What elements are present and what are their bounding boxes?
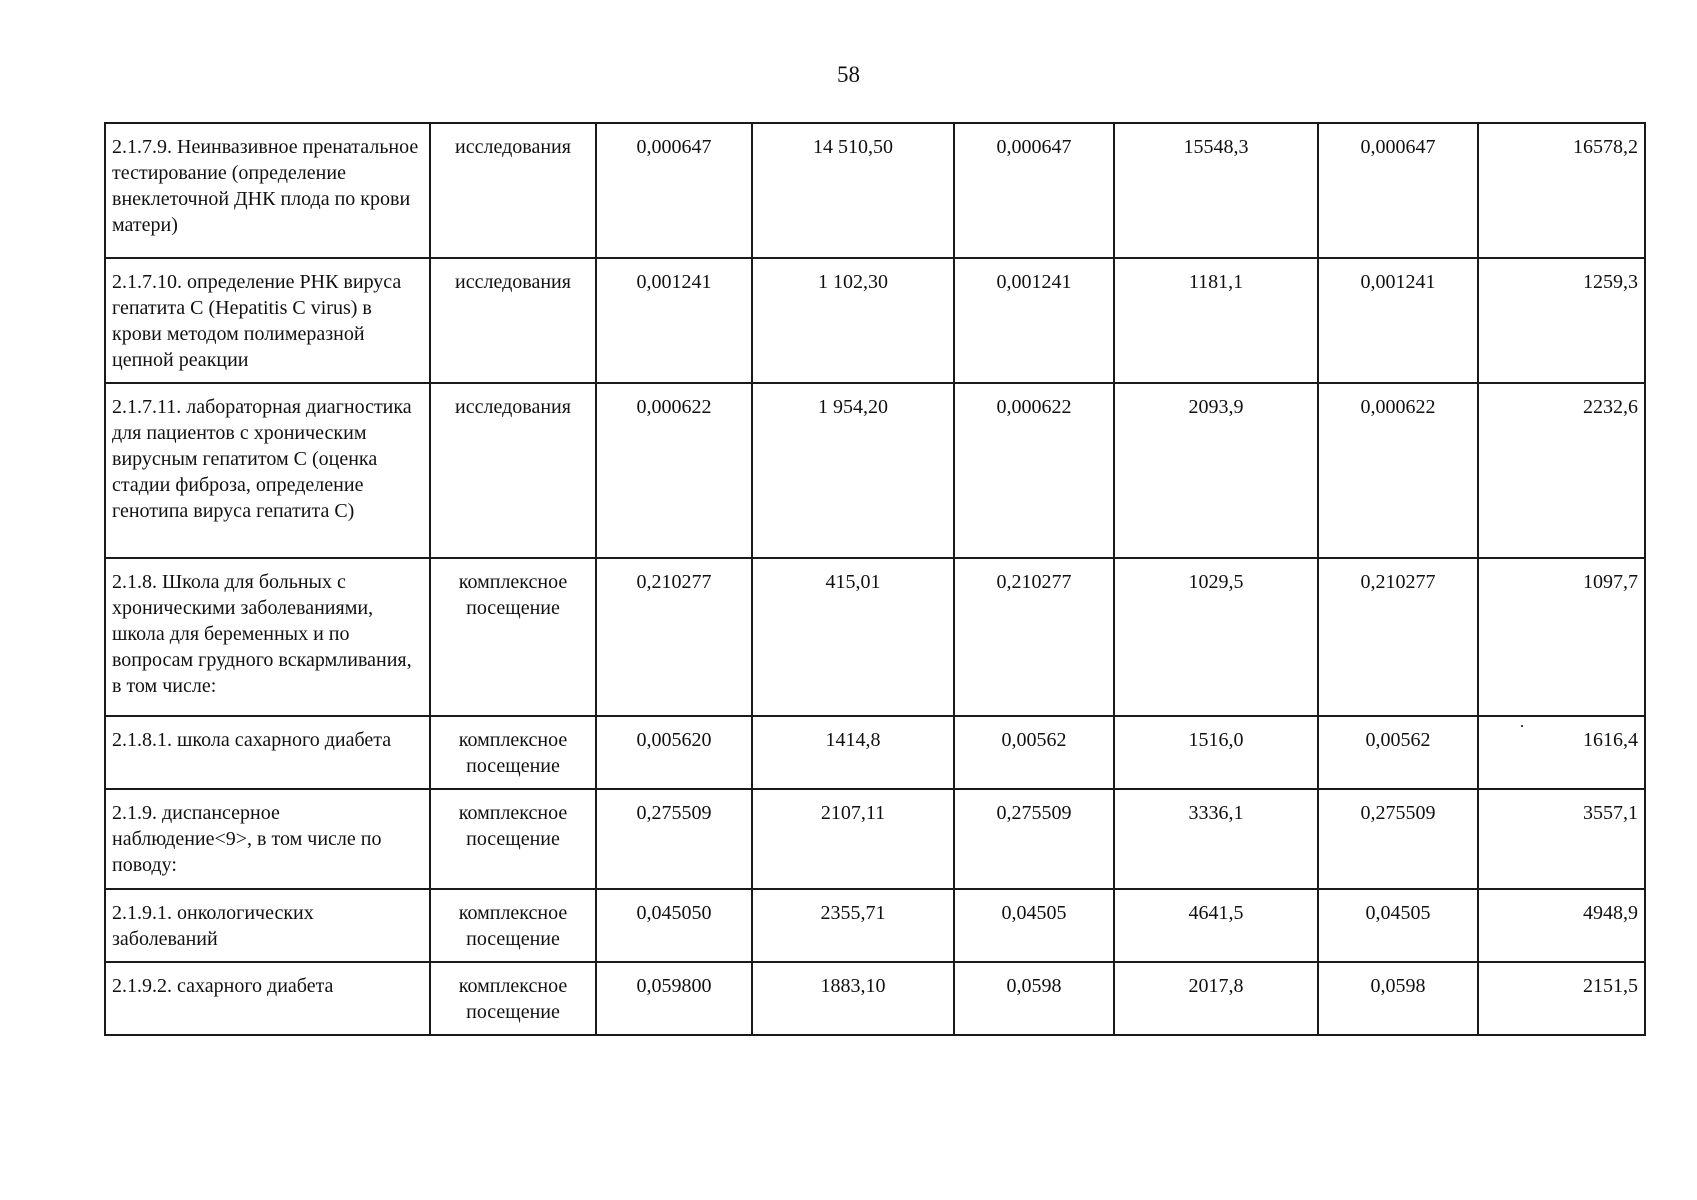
row-unit: исследования xyxy=(430,123,596,258)
row-value-3: 0,04505 xyxy=(954,889,1114,962)
table-row xyxy=(105,123,1645,258)
row-value-6: 4948,9 xyxy=(1478,889,1645,962)
row-value-4: 4641,5 xyxy=(1114,889,1318,962)
row-name: 2.1.7.9. Неинвазивное пренатальное тестирование (определение внеклеточной ДНК плода по крови матери) xyxy=(105,123,430,258)
tariff-table xyxy=(104,122,1646,1036)
row-value-6: 1097,7 xyxy=(1478,558,1645,716)
row-value-4: 1029,5 xyxy=(1114,558,1318,716)
table-row xyxy=(105,716,1645,789)
row-value-1: 0,000622 xyxy=(596,383,752,558)
row-value-1: 0,275509 xyxy=(596,789,752,889)
row-value-5: 0,000647 xyxy=(1318,123,1478,258)
row-value-4: 1516,0 xyxy=(1114,716,1318,789)
row-value-2: 1 954,20 xyxy=(752,383,954,558)
row-value-1: 0,059800 xyxy=(596,962,752,1035)
table-row xyxy=(105,558,1645,716)
row-name: 2.1.7.10. определение РНК вируса гепатита C (Hepatitis C virus) в крови методом полимеразной цепной реакции xyxy=(105,258,430,383)
row-value-2: 14 510,50 xyxy=(752,123,954,258)
row-name: 2.1.9. диспансерное наблюдение<9>, в том числе по поводу: xyxy=(105,789,430,889)
row-value-1: 0,210277 xyxy=(596,558,752,716)
row-value-3: 0,000622 xyxy=(954,383,1114,558)
table-row xyxy=(105,383,1645,558)
row-value-3: 0,00562 xyxy=(954,716,1114,789)
row-value-2: 2355,71 xyxy=(752,889,954,962)
row-value-6: 2151,5 xyxy=(1478,962,1645,1035)
row-value-5: 0,210277 xyxy=(1318,558,1478,716)
row-value-5: 0,0598 xyxy=(1318,962,1478,1035)
row-value-6: 16578,2 xyxy=(1478,123,1645,258)
row-value-5: 0,04505 xyxy=(1318,889,1478,962)
row-value-2: 2107,11 xyxy=(752,789,954,889)
row-value-6: 1616,4 xyxy=(1478,716,1645,789)
row-value-4: 2093,9 xyxy=(1114,383,1318,558)
table-row xyxy=(105,962,1645,1035)
row-value-5: 0,00562 xyxy=(1318,716,1478,789)
row-value-5: 0,000622 xyxy=(1318,383,1478,558)
row-value-3: 0,000647 xyxy=(954,123,1114,258)
row-unit: исследования xyxy=(430,383,596,558)
row-value-3: 0,275509 xyxy=(954,789,1114,889)
row-unit: комплексное посещение xyxy=(430,789,596,889)
row-name: 2.1.8.1. школа сахарного диабета xyxy=(105,716,430,789)
row-value-5: 0,001241 xyxy=(1318,258,1478,383)
row-value-5: 0,275509 xyxy=(1318,789,1478,889)
row-value-6: 1259,3 xyxy=(1478,258,1645,383)
row-unit: комплексное посещение xyxy=(430,716,596,789)
row-value-4: 2017,8 xyxy=(1114,962,1318,1035)
table-row xyxy=(105,258,1645,383)
table-row xyxy=(105,789,1645,889)
row-value-6: 3557,1 xyxy=(1478,789,1645,889)
row-value-1: 0,045050 xyxy=(596,889,752,962)
row-value-2: 415,01 xyxy=(752,558,954,716)
row-value-1: 0,000647 xyxy=(596,123,752,258)
row-value-4: 3336,1 xyxy=(1114,789,1318,889)
row-value-3: 0,210277 xyxy=(954,558,1114,716)
scan-speck xyxy=(1521,725,1523,727)
row-name: 2.1.7.11. лабораторная диагностика для пациентов с хроническим вирусным гепатитом C (оценка стадии фиброза, определение генотипа вируса гепатита C) xyxy=(105,383,430,558)
row-name: 2.1.9.2. сахарного диабета xyxy=(105,962,430,1035)
row-value-4: 1181,1 xyxy=(1114,258,1318,383)
row-unit: комплексное посещение xyxy=(430,962,596,1035)
row-value-1: 0,001241 xyxy=(596,258,752,383)
page-number: 58 xyxy=(837,62,860,87)
row-value-2: 1414,8 xyxy=(752,716,954,789)
row-unit: комплексное посещение xyxy=(430,889,596,962)
row-unit: исследования xyxy=(430,258,596,383)
row-value-2: 1 102,30 xyxy=(752,258,954,383)
row-value-2: 1883,10 xyxy=(752,962,954,1035)
row-name: 2.1.9.1. онкологических заболеваний xyxy=(105,889,430,962)
table-row xyxy=(105,889,1645,962)
row-value-6: 2232,6 xyxy=(1478,383,1645,558)
row-value-1: 0,005620 xyxy=(596,716,752,789)
row-value-3: 0,0598 xyxy=(954,962,1114,1035)
row-unit: комплексное посещение xyxy=(430,558,596,716)
row-name: 2.1.8. Школа для больных с хроническими заболеваниями, школа для беременных и по вопросам грудного вскармливания, в том числе: xyxy=(105,558,430,716)
row-value-3: 0,001241 xyxy=(954,258,1114,383)
row-value-4: 15548,3 xyxy=(1114,123,1318,258)
